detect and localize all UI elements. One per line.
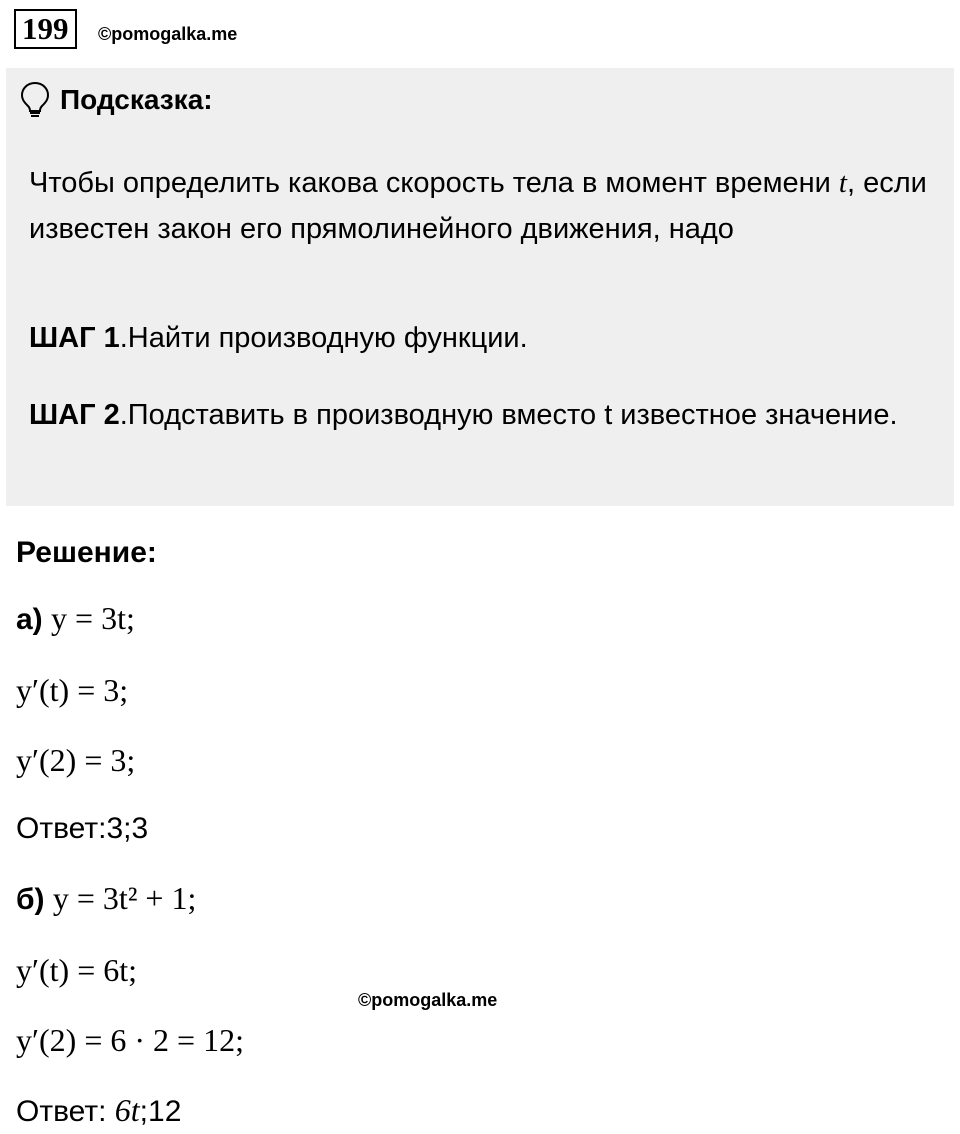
hint-title-text: Подсказка: (60, 84, 213, 115)
step-1 (29, 318, 528, 358)
step-2-label: ШАГ 2 (29, 399, 120, 431)
math-expression: y = 3t; (51, 600, 135, 636)
part-a-line-1: а) y = 3t; (16, 600, 135, 636)
part-a-line-2: y′(t) = 3; (16, 672, 129, 708)
lightbulb-icon (20, 81, 50, 119)
hint-box (6, 68, 954, 506)
part-b-line-1: б) y = 3t² + 1; (16, 880, 197, 916)
part-a-line-3: y′(2) = 3; (16, 742, 136, 778)
part-b-answer: Ответ: 6t;12 (16, 1092, 182, 1128)
watermark: ©pomogalka.me (98, 24, 238, 44)
part-b-line-3: y′(2) = 6 · 2 = 12; (16, 1022, 244, 1058)
part-a-answer: Ответ:3;3 (16, 812, 149, 845)
step-2 (29, 388, 929, 442)
step-1-label: ШАГ 1 (29, 322, 120, 354)
step-1-text: .Найти производную функции. (119, 322, 528, 354)
problem-number: 199 (14, 9, 77, 49)
watermark-middle: ©pomogalka.me (358, 990, 498, 1010)
math-expression: y = 3t² + 1; (52, 880, 197, 916)
part-b-line-2: y′(t) = 6t; (16, 952, 138, 988)
hint-text: Чтобы определить какова скорость тела в момент времени t, если известен закон его прямолинейного движения, надо (29, 167, 927, 245)
solution-title: Решение: (16, 536, 157, 569)
step-2-text: .Подставить в производную вместо t известное значение. (119, 399, 898, 431)
hint-title (20, 80, 213, 120)
